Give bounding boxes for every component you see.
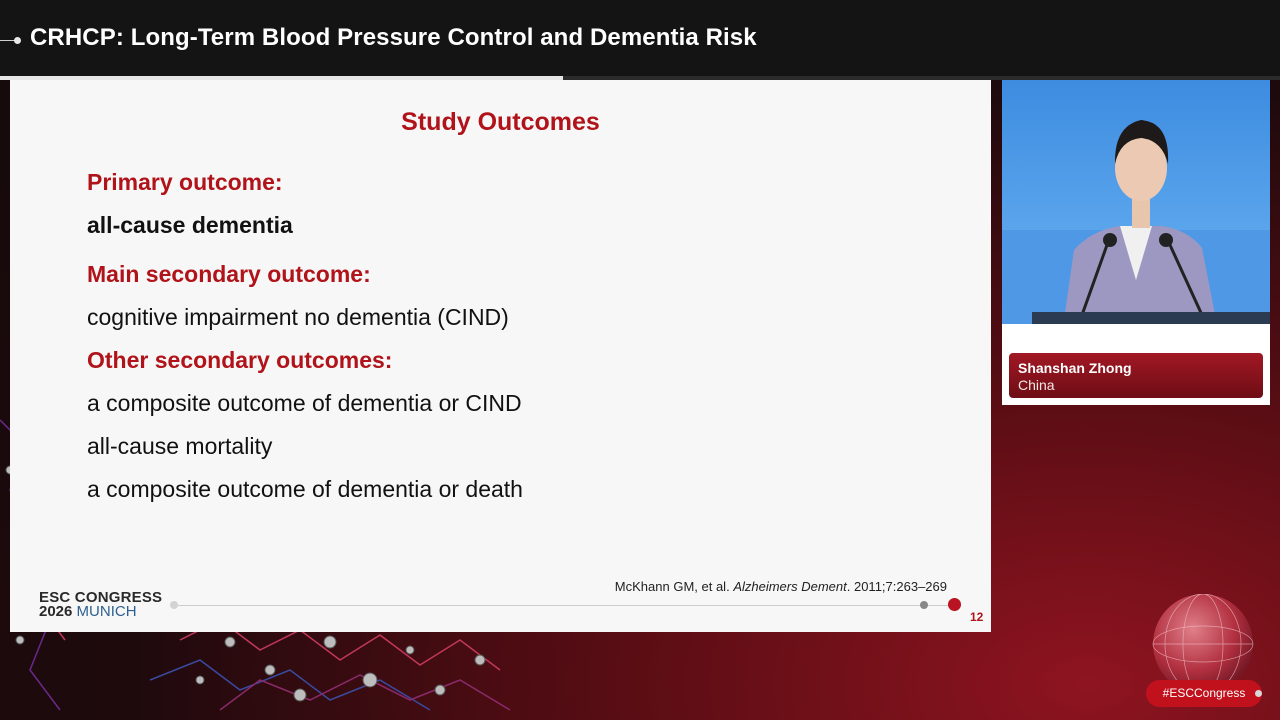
slide-heading: Study Outcomes bbox=[401, 108, 600, 136]
reference-citation: . 2011;7:263–269 bbox=[846, 579, 947, 594]
globe-graphic bbox=[1150, 594, 1256, 680]
speaker-video bbox=[1002, 80, 1270, 324]
logo-line1: ESC CONGRESS bbox=[39, 589, 163, 606]
reference-journal: Alzheimers Dement bbox=[733, 579, 847, 594]
title-bar bbox=[0, 0, 1280, 76]
speaker-panel bbox=[1002, 80, 1270, 405]
speaker-nameplate bbox=[1009, 353, 1263, 398]
outcome-line-other-3: a composite outcome of dementia or death bbox=[87, 476, 523, 502]
speaker-video-illustration bbox=[1002, 80, 1270, 324]
hashtag-dot bbox=[1255, 690, 1262, 697]
session-title: CRHCP: Long-Term Blood Pressure Control and Dementia Risk bbox=[30, 24, 757, 51]
reference-authors: McKhann GM, et al. bbox=[614, 579, 730, 594]
speaker-country: China bbox=[1018, 377, 1055, 393]
title-accent-dot bbox=[14, 37, 21, 44]
logo-city: MUNICH bbox=[76, 603, 137, 620]
outcome-line-primary-label: Primary outcome: bbox=[87, 169, 283, 195]
logo-year: 2026 bbox=[39, 603, 73, 620]
logo-line2 bbox=[39, 605, 162, 619]
timeline-mid-dot bbox=[920, 601, 928, 609]
slide-reference bbox=[615, 579, 947, 594]
outcome-line-other-1: a composite outcome of dementia or CIND bbox=[87, 390, 522, 416]
outcome-line-main-secondary-value: cognitive impairment no dementia (CIND) bbox=[87, 304, 509, 330]
slide-timeline bbox=[174, 605, 954, 606]
hashtag-badge: #ESCCongress bbox=[1146, 680, 1262, 707]
presentation-slide bbox=[10, 80, 991, 632]
timeline-current-dot bbox=[948, 598, 961, 611]
speaker-name: Shanshan Zhong bbox=[1018, 360, 1132, 376]
outcome-line-other-2: all-cause mortality bbox=[87, 433, 273, 459]
esc-congress-logo bbox=[39, 591, 162, 619]
timeline-start-dot bbox=[170, 601, 178, 609]
outcome-line-main-secondary-label: Main secondary outcome: bbox=[87, 261, 371, 287]
outcome-line-other-secondary-label: Other secondary outcomes: bbox=[87, 347, 393, 373]
slide-page-number: 12 bbox=[970, 610, 984, 624]
outcome-line-primary-value: all-cause dementia bbox=[87, 212, 293, 238]
